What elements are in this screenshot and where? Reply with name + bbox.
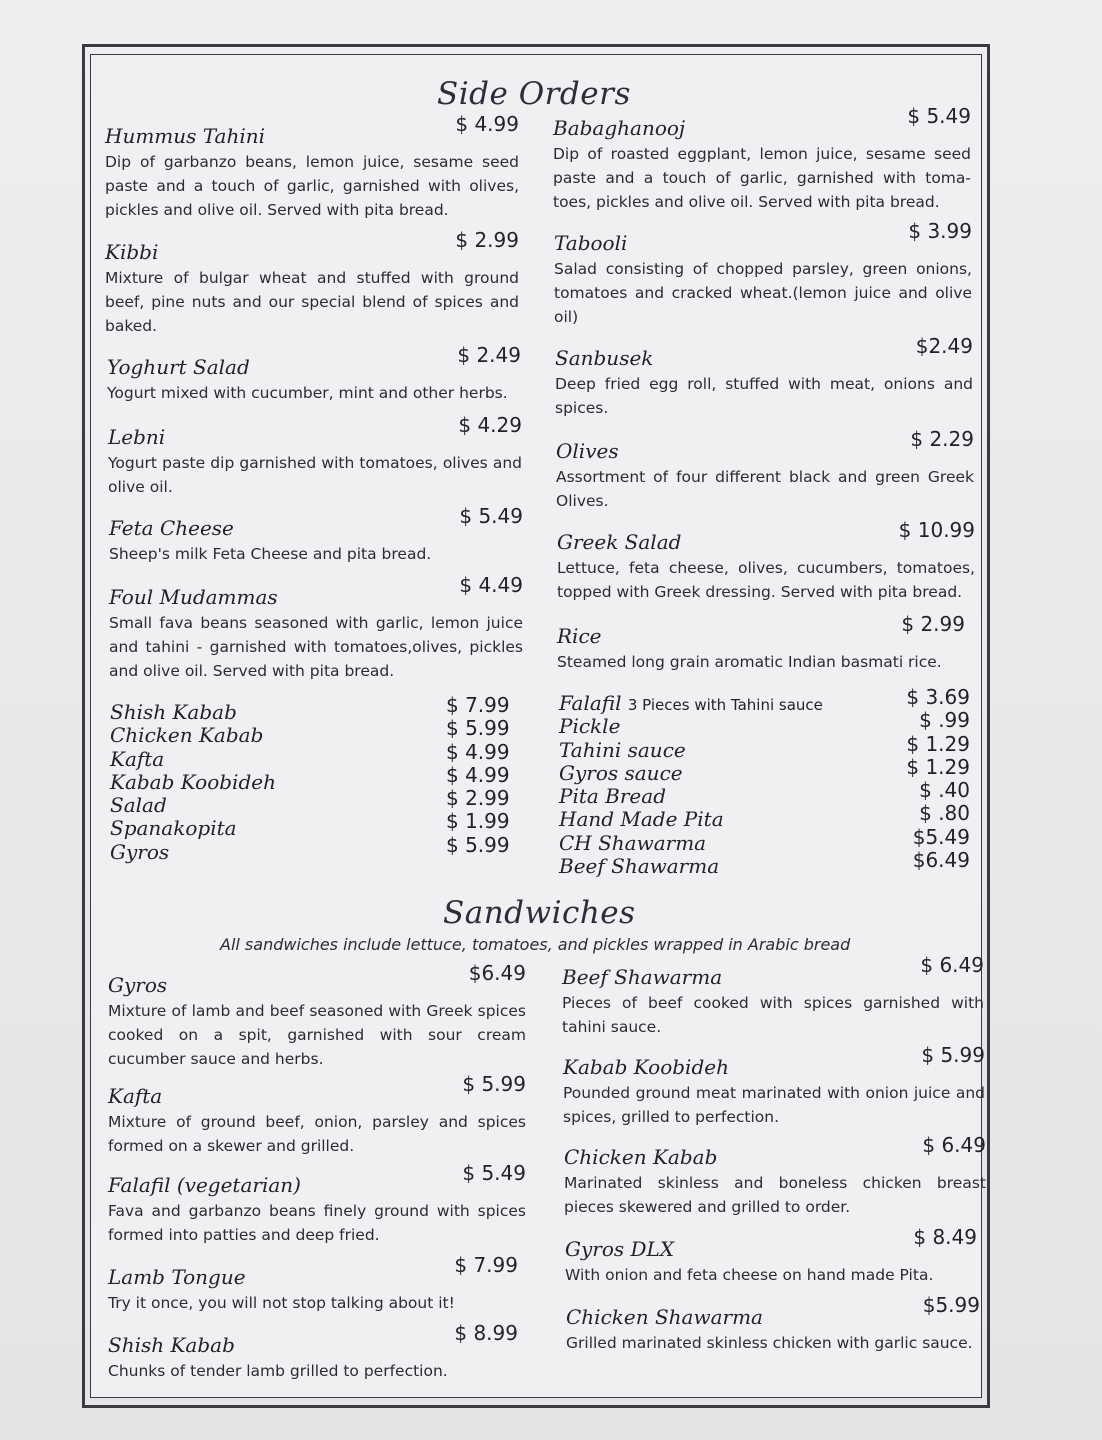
menu-item	[554, 219, 972, 329]
item-price: $ 7.99	[454, 1253, 518, 1277]
short-item-name: Pita Bread	[559, 784, 666, 809]
item-description: Assortment of four different black and green Greek Olives.	[556, 468, 974, 510]
item-name: Kafta	[108, 1084, 163, 1108]
short-item-name: Kabab Koobideh	[110, 769, 276, 794]
menu-item	[108, 1253, 518, 1315]
short-item-name: Spanakopita	[110, 816, 237, 841]
short-item-price: $ 7.99	[446, 693, 510, 717]
side-orders-title: Side Orders	[437, 76, 631, 112]
item-name: Kibbi	[105, 240, 159, 264]
short-item-price: $ 5.99	[446, 716, 510, 741]
item-price: $ 6.49	[922, 1133, 986, 1157]
short-item-price: $6.49	[912, 848, 970, 873]
item-price: $ 2.99	[455, 228, 519, 252]
item-description: Sheep's milk Feta Cheese and pita bread.	[109, 545, 432, 563]
item-description: Chunks of tender lamb grilled to perfection.	[108, 1362, 448, 1380]
menu-item	[562, 953, 984, 1039]
short-item-name: Gyros sauce	[559, 760, 683, 785]
short-item-prices-left	[446, 694, 510, 857]
menu-item	[108, 1321, 518, 1383]
item-name: Foul Mudammas	[109, 585, 278, 609]
item-description: Dip of roasted eggplant, lemon juice, sesame seed paste and a touch of garlic, garnished with toma-toes, pickles and olive oil. Served with pita bread.	[553, 145, 971, 211]
menu-item	[108, 413, 522, 499]
item-price: $ 2.49	[457, 343, 521, 367]
short-item-price: $ .40	[919, 778, 970, 803]
item-name: Shish Kabab	[108, 1333, 235, 1357]
item-name: Babaghanooj	[553, 116, 686, 140]
item-price: $ 3.99	[908, 219, 972, 243]
item-price: $ 4.29	[458, 413, 522, 437]
menu-item	[107, 343, 521, 405]
item-name: Greek Salad	[557, 530, 682, 554]
menu-item	[556, 427, 974, 513]
sandwiches-note: All sandwiches include lettuce, tomatoes, and pickles wrapped in Arabic bread	[220, 935, 851, 954]
item-price: $ 5.49	[907, 104, 971, 128]
falafil-note: 3 Pieces with Tahini sauce	[627, 696, 823, 714]
item-price: $ 4.99	[455, 112, 519, 136]
short-item-name: Beef Shawarma	[559, 854, 720, 879]
short-item-price: $ 2.99	[446, 786, 510, 811]
item-name: Lamb Tongue	[108, 1265, 246, 1289]
menu-item	[564, 1133, 986, 1219]
item-name: Lebni	[108, 425, 166, 449]
item-description: Try it once, you will not stop talking about it!	[108, 1294, 455, 1312]
item-description: Small fava beans seasoned with garlic, lemon juice and tahini - garnished with tomatoes,olives, pickles and olive oil. Served with pita bread.	[109, 614, 523, 680]
short-item-name: Falafil	[559, 691, 622, 715]
short-item-price: $ .80	[919, 801, 970, 826]
short-item-price: $ .99	[919, 708, 970, 733]
item-name: Hummus Tahini	[105, 124, 266, 148]
menu-item	[565, 1225, 977, 1287]
item-price: $ 6.49	[920, 953, 984, 977]
item-description: Salad consisting of chopped parsley, green onions, tomatoes and cracked wheat.(lemon juice and olive oil)	[554, 260, 972, 326]
item-description: Mixture of ground beef, onion, parsley and spices formed on a skewer and grilled.	[108, 1113, 526, 1155]
item-description: Mixture of bulgar wheat and stuffed with ground beef, pine nuts and our special blend of spices and baked.	[105, 269, 519, 335]
item-price: $6.49	[468, 961, 526, 985]
item-description: Grilled marinated skinless chicken with garlic sauce.	[566, 1334, 973, 1352]
item-name: Feta Cheese	[109, 516, 234, 540]
short-item-price: $ 1.29	[906, 754, 970, 779]
short-item-price: $ 3.69	[906, 685, 970, 709]
short-item-price: $ 4.99	[446, 762, 510, 787]
sandwiches-title: Sandwiches	[443, 895, 636, 931]
short-item-prices-right	[898, 686, 970, 872]
menu-item	[109, 504, 523, 566]
short-item-price: $ 5.99	[446, 832, 510, 857]
item-name: Sanbusek	[555, 346, 654, 370]
short-item-price: $ 1.99	[446, 809, 510, 834]
item-price: $ 2.29	[910, 427, 974, 451]
item-description: With onion and feta cheese on hand made Pita.	[565, 1266, 934, 1284]
item-name: Chicken Kabab	[564, 1145, 718, 1169]
item-price: $2.49	[915, 334, 973, 358]
short-item-price: $5.49	[912, 824, 970, 849]
item-description: Pounded ground meat marinated with onion juice and spices, grilled to perfection.	[563, 1084, 985, 1126]
short-item-names-right	[559, 692, 823, 878]
menu-item	[105, 228, 519, 338]
menu-item	[557, 518, 975, 604]
item-price: $ 5.99	[462, 1072, 526, 1096]
short-item-name: Chicken Kabab	[110, 723, 264, 748]
menu-item	[108, 1161, 526, 1247]
item-name: Beef Shawarma	[562, 965, 723, 989]
short-item-name: Pickle	[559, 714, 621, 739]
short-item-name: CH Shawarma	[559, 830, 707, 855]
item-price: $ 5.49	[459, 504, 523, 528]
short-item-name: Kafta	[110, 746, 165, 771]
item-name: Kabab Koobideh	[563, 1055, 729, 1079]
item-name: Gyros DLX	[565, 1237, 675, 1261]
item-description: Yogurt mixed with cucumber, mint and other herbs.	[107, 384, 508, 402]
menu-item	[105, 112, 519, 222]
menu-item	[563, 1043, 985, 1129]
item-description: Dip of garbanzo beans, lemon juice, sesame seed paste and a touch of garlic, garnished with olives, pickles and olive oil. Served with pita bread.	[105, 153, 519, 219]
item-price: $ 5.99	[921, 1043, 985, 1067]
short-item-name: Salad	[110, 793, 167, 818]
item-name: Yoghurt Salad	[107, 355, 250, 379]
item-price: $ 8.99	[454, 1321, 518, 1345]
item-description: Pieces of beef cooked with spices garnished with tahini sauce.	[562, 994, 984, 1036]
menu-item	[108, 1072, 526, 1158]
short-item-name: Hand Made Pita	[559, 807, 724, 832]
item-description: Marinated skinless and boneless chicken breast pieces skewered and grilled to order.	[564, 1174, 986, 1216]
item-name: Falafil (vegetarian)	[108, 1173, 301, 1197]
item-description: Fava and garbanzo beans finely ground with spices formed into patties and deep fried.	[108, 1202, 526, 1244]
short-item-name: Shish Kabab	[110, 700, 237, 724]
menu-item	[566, 1293, 980, 1355]
item-name: Olives	[556, 439, 619, 463]
item-price: $ 4.49	[459, 573, 523, 597]
menu-item	[555, 334, 973, 420]
short-item-names-left	[110, 701, 276, 864]
item-description: Mixture of lamb and beef seasoned with Greek spices cooked on a spit, garnished with sour cream cucumber sauce and herbs.	[108, 1002, 526, 1068]
menu-item	[109, 573, 523, 683]
item-price: $ 8.49	[913, 1225, 977, 1249]
short-item-price: $ 1.29	[906, 731, 970, 756]
item-name: Tabooli	[554, 231, 628, 255]
short-item-name: Tahini sauce	[559, 737, 686, 762]
item-price: $5.99	[922, 1293, 980, 1317]
menu-item	[108, 961, 526, 1071]
short-item-name: Gyros	[110, 839, 170, 864]
item-price: $ 10.99	[898, 518, 975, 542]
item-description: Deep fried egg roll, stuffed with meat, onions and spices.	[555, 375, 973, 417]
menu-item	[557, 612, 965, 674]
item-description: Steamed long grain aromatic Indian basmati rice.	[557, 653, 942, 671]
menu-item	[553, 104, 971, 214]
item-description: Lettuce, feta cheese, olives, cucumbers, tomatoes, topped with Greek dressing. Served with pita bread.	[557, 559, 975, 601]
item-description: Yogurt paste dip garnished with tomatoes, olives and olive oil.	[108, 454, 522, 496]
short-item-price: $ 4.99	[446, 739, 510, 764]
item-name: Gyros	[108, 973, 168, 997]
item-price: $ 2.99	[901, 612, 965, 636]
item-price: $ 5.49	[462, 1161, 526, 1185]
item-name: Rice	[557, 624, 602, 648]
item-name: Chicken Shawarma	[566, 1305, 763, 1329]
